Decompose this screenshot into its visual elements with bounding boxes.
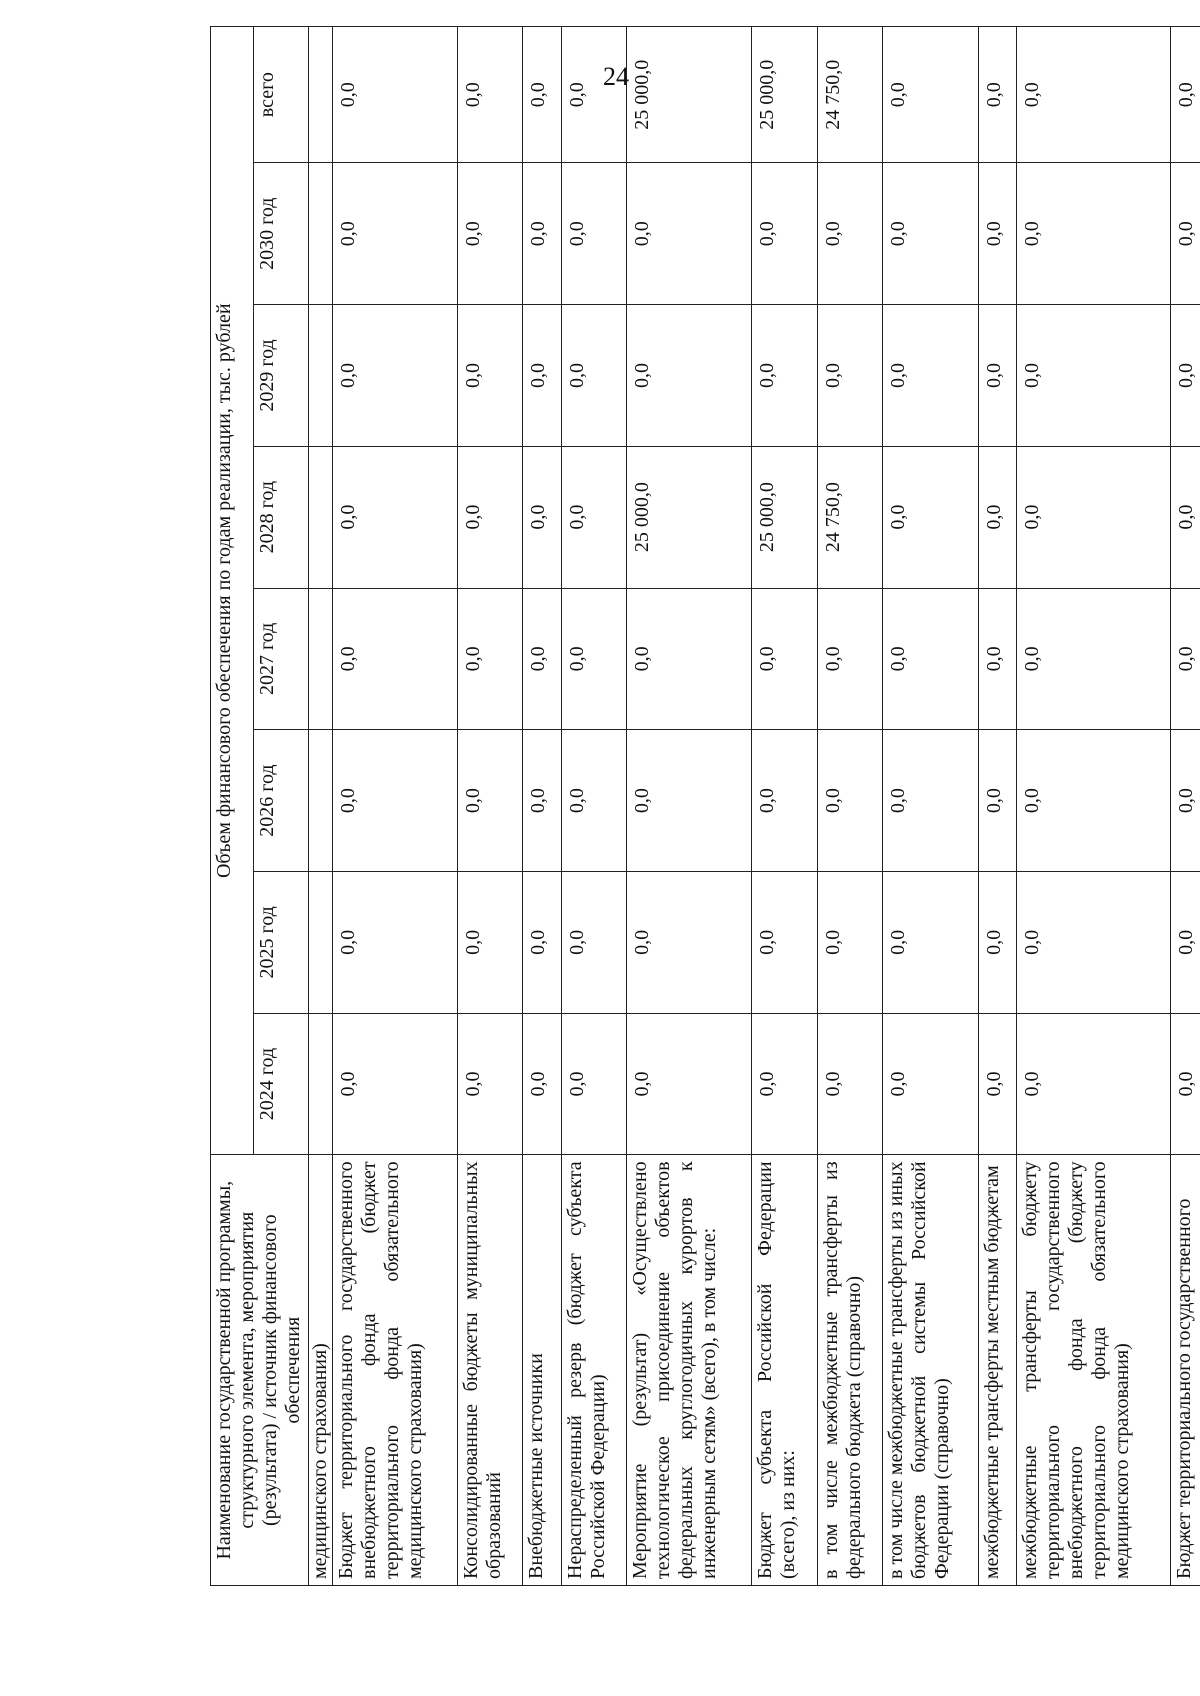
table-row: [523, 27, 562, 1586]
row-value-cell: 0,0: [523, 871, 562, 1013]
row-label-cell: Внебюджетные источники: [523, 1155, 562, 1586]
row-value-cell: 0,0: [978, 446, 1017, 588]
table-row: [627, 27, 752, 1586]
row-label-cell: Бюджет территориального государственного внебюджетного фонда (бюджет территориального фонда обязательного медицинского страхования): [333, 1155, 458, 1586]
row-value-cell: 0,0: [1017, 305, 1171, 447]
row-value-cell: 0,0: [1171, 871, 1200, 1013]
row-value-cell: 0,0: [978, 163, 1017, 305]
row-value-cell: 0,0: [457, 871, 523, 1013]
row-value-cell: 0,0: [883, 1013, 978, 1155]
table-row: [561, 27, 627, 1586]
header-total-cell: всего: [254, 27, 309, 163]
row-value-cell: 0,0: [1171, 588, 1200, 730]
row-value-cell: 0,0: [523, 163, 562, 305]
row-value-cell: 0,0: [1171, 1013, 1200, 1155]
row-total-cell: 0,0: [457, 27, 523, 163]
header-year-cell: 2024 год: [254, 1013, 309, 1155]
row-value-cell: 0,0: [523, 305, 562, 447]
row-value-cell: 0,0: [1171, 446, 1200, 588]
row-value-cell: 0,0: [752, 305, 818, 447]
row-value-cell: 0,0: [1171, 730, 1200, 872]
header-name-cell: Наименование государственной программы, структурного элемента, мероприятия (результата) / источник финансового обеспечения: [211, 1155, 309, 1586]
row-label-cell: межбюджетные трансферты бюджету территориального государственного внебюджетного фонда (бюджету территориального фонда обязательного медицинского страхования): [1017, 1155, 1171, 1586]
row-value-cell: 0,0: [561, 305, 627, 447]
table-row: [333, 27, 458, 1586]
row-value-cell: 0,0: [883, 730, 978, 872]
table-row: [1171, 27, 1200, 1586]
row-value-cell: 0,0: [883, 871, 978, 1013]
row-value-cell: 0,0: [333, 730, 458, 872]
row-value-cell: 0,0: [883, 446, 978, 588]
row-total-cell: 0,0: [883, 27, 978, 163]
row-value-cell: 0,0: [457, 730, 523, 872]
row-value-cell: 0,0: [817, 1013, 883, 1155]
header-year-cell: 2029 год: [254, 305, 309, 447]
row-value-cell: 0,0: [457, 163, 523, 305]
continued-row: [309, 27, 333, 1586]
header-volume-cell: Объем финансового обеспечения по годам реализации, тыс. рублей: [211, 27, 254, 1155]
row-value-cell: 0,0: [333, 163, 458, 305]
row-value-cell: 0,0: [627, 588, 752, 730]
header-row: [211, 27, 254, 1586]
continued-label-cell: медицинского страхования): [309, 1155, 333, 1586]
row-value-cell: 0,0: [817, 163, 883, 305]
row-value-cell: 0,0: [561, 1013, 627, 1155]
row-label-cell: Мероприятие (результат) «Осуществлено технологическое присоединение объектов федеральных круглогодичных курортов к инженерным сетям» (всего), в том числе:: [627, 1155, 752, 1586]
header-year-cell: 2030 год: [254, 163, 309, 305]
row-value-cell: 0,0: [457, 305, 523, 447]
row-value-cell: 0,0: [978, 588, 1017, 730]
row-value-cell: 0,0: [817, 588, 883, 730]
header-year-cell: 2025 год: [254, 871, 309, 1013]
row-value-cell: 0,0: [561, 588, 627, 730]
row-value-cell: 0,0: [752, 588, 818, 730]
row-total-cell: 0,0: [561, 27, 627, 163]
row-total-cell: 24 750,0: [817, 27, 883, 163]
table-row: [883, 27, 978, 1586]
row-value-cell: 0,0: [978, 730, 1017, 872]
row-label-cell: в том числе межбюджетные трансферты из федерального бюджета (справочно): [817, 1155, 883, 1586]
row-label-cell: Бюджет территориального государственного: [1171, 1155, 1200, 1586]
row-value-cell: 0,0: [561, 730, 627, 872]
empty-cell: [309, 27, 333, 163]
row-value-cell: 0,0: [817, 871, 883, 1013]
empty-cell: [309, 730, 333, 872]
row-value-cell: 0,0: [333, 446, 458, 588]
row-value-cell: 0,0: [333, 1013, 458, 1155]
table-row: [1017, 27, 1171, 1586]
row-value-cell: 0,0: [1017, 730, 1171, 872]
row-value-cell: 0,0: [978, 305, 1017, 447]
row-value-cell: 0,0: [817, 730, 883, 872]
row-total-cell: 0,0: [978, 27, 1017, 163]
row-value-cell: 0,0: [627, 163, 752, 305]
header-year-cell: 2028 год: [254, 446, 309, 588]
financing-table: [210, 26, 1200, 1586]
row-value-cell: 0,0: [752, 1013, 818, 1155]
row-label-cell: Нераспределенный резерв (бюджет субъекта Российской Федерации): [561, 1155, 627, 1586]
row-total-cell: 25 000,0: [627, 27, 752, 163]
empty-cell: [309, 305, 333, 447]
empty-cell: [309, 871, 333, 1013]
row-value-cell: 0,0: [523, 446, 562, 588]
row-value-cell: 0,0: [523, 588, 562, 730]
row-total-cell: 0,0: [1171, 27, 1200, 163]
row-value-cell: 25 000,0: [752, 446, 818, 588]
table-row: [752, 27, 818, 1586]
row-value-cell: 0,0: [1017, 1013, 1171, 1155]
row-value-cell: 0,0: [752, 163, 818, 305]
empty-cell: [309, 163, 333, 305]
row-label-cell: Консолидированные бюджеты муниципальных образований: [457, 1155, 523, 1586]
table-row: [978, 27, 1017, 1586]
row-value-cell: 0,0: [523, 730, 562, 872]
row-value-cell: 0,0: [457, 1013, 523, 1155]
row-value-cell: 0,0: [1171, 163, 1200, 305]
row-value-cell: 0,0: [978, 1013, 1017, 1155]
row-value-cell: 0,0: [561, 163, 627, 305]
row-value-cell: 0,0: [457, 446, 523, 588]
rotated-table-wrapper: [210, 26, 1200, 1586]
row-total-cell: 25 000,0: [752, 27, 818, 163]
row-value-cell: 0,0: [333, 871, 458, 1013]
header-year-cell: 2027 год: [254, 588, 309, 730]
row-value-cell: 0,0: [817, 305, 883, 447]
row-value-cell: 0,0: [333, 588, 458, 730]
row-total-cell: 0,0: [1017, 27, 1171, 163]
page-number: 24: [603, 62, 629, 91]
row-value-cell: 0,0: [883, 588, 978, 730]
row-value-cell: 0,0: [883, 305, 978, 447]
row-label-cell: межбюджетные трансферты местным бюджетам: [978, 1155, 1017, 1586]
row-value-cell: 0,0: [627, 871, 752, 1013]
row-value-cell: 0,0: [1017, 588, 1171, 730]
empty-cell: [309, 446, 333, 588]
table-row: [817, 27, 883, 1586]
row-value-cell: 0,0: [333, 305, 458, 447]
row-label-cell: Бюджет субъекта Российской Федерации (всего), из них:: [752, 1155, 818, 1586]
row-value-cell: 0,0: [457, 588, 523, 730]
empty-cell: [309, 1013, 333, 1155]
row-value-cell: 0,0: [1171, 305, 1200, 447]
row-label-cell: в том числе межбюджетные трансферты из иных бюджетов бюджетной системы Российской Федерации (справочно): [883, 1155, 978, 1586]
row-value-cell: 0,0: [1017, 446, 1171, 588]
header-year-cell: 2026 год: [254, 730, 309, 872]
row-value-cell: 0,0: [883, 163, 978, 305]
table-row: [457, 27, 523, 1586]
row-value-cell: 0,0: [627, 1013, 752, 1155]
row-value-cell: 0,0: [1017, 871, 1171, 1013]
row-value-cell: 24 750,0: [817, 446, 883, 588]
row-total-cell: 0,0: [523, 27, 562, 163]
row-value-cell: 0,0: [1017, 163, 1171, 305]
row-value-cell: 0,0: [627, 730, 752, 872]
row-value-cell: 0,0: [752, 730, 818, 872]
row-value-cell: 0,0: [978, 871, 1017, 1013]
row-total-cell: 0,0: [333, 27, 458, 163]
row-value-cell: 25 000,0: [627, 446, 752, 588]
row-value-cell: 0,0: [752, 871, 818, 1013]
row-value-cell: 0,0: [523, 1013, 562, 1155]
row-value-cell: 0,0: [627, 305, 752, 447]
row-value-cell: 0,0: [561, 871, 627, 1013]
row-value-cell: 0,0: [561, 446, 627, 588]
empty-cell: [309, 588, 333, 730]
